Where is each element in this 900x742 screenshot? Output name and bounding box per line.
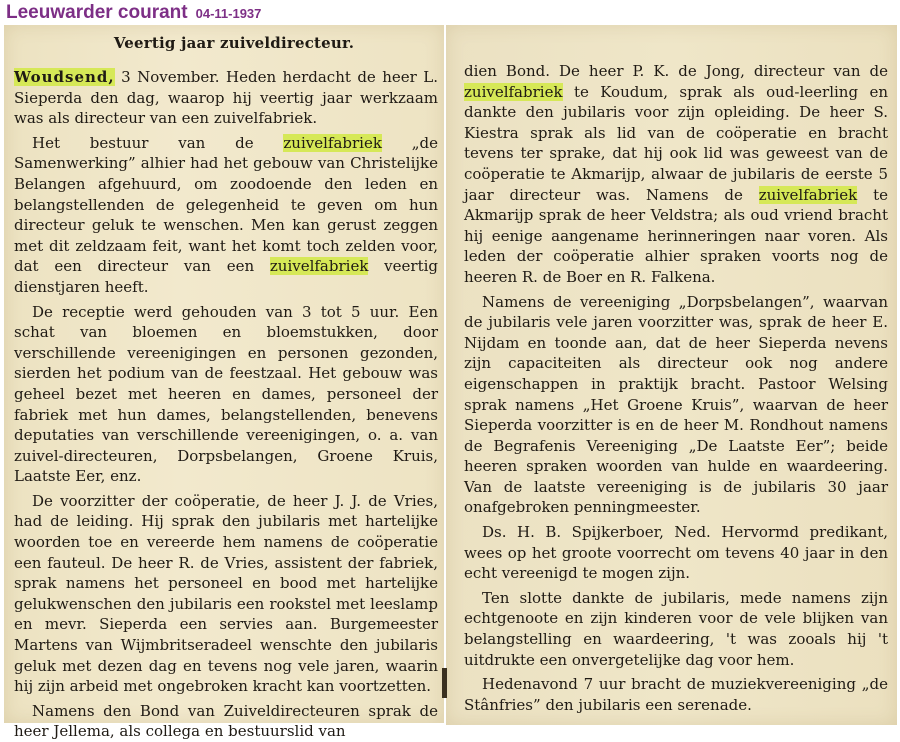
article-paragraph <box>14 302 438 487</box>
text-run: dien Bond. De heer P. K. de Jong, directeur van de <box>464 62 888 80</box>
article-paragraph <box>464 588 888 670</box>
text-run: „de Samenwerking” alhier had het gebouw van Christelijke Belangen afgehuurd, om zoodoende den leden en belangstellenden de gelegenheid te geven om hun directeur geluk te wenschen. Men kan gerust zeggen met dit zeldzaam feit, want het komt toch zelden voor, dat een directeur van een <box>14 133 438 276</box>
column-rule-mark <box>442 668 447 698</box>
text-run: Hedenavond 7 uur bracht de muziekvereeniging „de Stânfries” den jubilaris een serenade. <box>464 675 888 714</box>
article-paragraph <box>464 61 888 288</box>
article-paragraph <box>14 701 438 742</box>
clipping-right-column <box>446 25 897 725</box>
article-paragraph <box>464 674 888 715</box>
text-run: Ds. H. B. Spijkerboer, Ned. Hervormd predikant, wees op het groote voorrecht om tevens 40 jaar in den echt vereenigd te mogen zijn. <box>464 523 888 583</box>
text-run: De voorzitter der coöperatie, de heer J. J. de Vries, had de leiding. Hij sprak den jubilaris met hartelijke woorden toe en vereerde hem namens de coöperatie een fauteul. De heer R. de Vries, assistent der fabriek, sprak namens het personeel en bood met hartelijke gelukwenschen den jubilaris een rookstel met leeslamp en mevr. Sieperda een servies aan. Burgemeester Martens van Wijmbritseradeel wenschte den jubilaris geluk met dezen dag en tevens nog vele jaren, waarin hij zijn arbeid met ongebroken kracht kan voortzetten. <box>14 491 438 696</box>
publication-date: 04-11-1937 <box>195 6 262 21</box>
newspaper-name: Leeuwarder courant <box>6 2 188 23</box>
article-paragraph <box>14 133 438 298</box>
article-paragraph <box>464 522 888 584</box>
highlighted-term: zuivelfabriek <box>283 133 382 152</box>
article-headline: Veertig jaar zuiveldirecteur. <box>113 34 355 52</box>
text-run: te Koudum, sprak als oud-leerling en dankte den jubilaris voor zijn opleiding. De heer S. Kiestra sprak als lid van de coöperatie en bracht tevens ter sprake, dat hij ook lid was geweest van de coöperatie te Akmarijp, alwaar de jubilaris de eerste 5 jaar directeur was. Namens de <box>464 82 888 204</box>
text-run: Ten slotte dankte de jubilaris, mede namens zijn echtgenoote en zijn kinderen voor de vele blijken van belangstelling en waardeering, 't was zooals hij 't uitdrukte een onvergetelijke dag voor hem. <box>464 588 888 669</box>
clipping-left-column <box>4 25 444 741</box>
text-run: Het bestuur van de <box>32 133 284 152</box>
dateline-highlight: Woudsend, <box>14 68 115 86</box>
text-run: 3 November. Heden herdacht de heer L. Sieperda den dag, waarop hij veertig jaar werkzaam was als directeur van een zuivelfabriek. <box>14 68 438 128</box>
text-run: Namens de vereeniging „Dorpsbelangen”, waarvan de jubilaris vele jaren voorzitter was, sprak de heer E. Nijdam en toonde aan, dat de heer Sieperda nevens zijn capaciteiten als directeur ook nog andere eigenschappen in praktijk bracht. Pastoor Welsing sprak namens „Het Groene Kruis”, waarvan de heer Sieperda voorzitter is en de heer M. Rondhout namens de Begrafenis Vereeniging „De Laatste Eer”; beide heeren spraken woorden van hulde en waardeering. Van de laatste vereeniging is de jubilaris 30 jaar onafgebroken penningmeester. <box>464 292 888 517</box>
text-run: veertig dienstjaren heeft. <box>14 257 439 296</box>
masthead <box>6 2 261 26</box>
article-text-right <box>464 61 888 715</box>
text-run: Namens den Bond van Zuiveldirecteuren sprak de heer Jellema, als collega en bestuurslid van <box>14 701 438 741</box>
highlighted-term: zuivelfabriek <box>464 82 563 101</box>
text-run: te Akmarijp sprak de heer Veldstra; als oud vriend bracht hij eenige aangename herinneringen naar voren. Als leden der coöperatie alhier spraken voorts nog de heeren R. de Boer en R. Falkena. <box>464 185 888 286</box>
article-paragraph <box>14 491 438 697</box>
highlighted-term: zuivelfabriek <box>758 185 858 204</box>
text-run: De receptie werd gehouden van 3 tot 5 uur. Een schat van bloemen en bloemstukken, door verschillende vereenigingen en personen gezonden, sierden het podium van de feestzaal. Het gebouw was geheel bezet met heeren en dames, personeel der fabriek met hun dames, belangstellenden, benevens deputaties van verschillende vereenigingen, o. a. van zuivel-directeuren, Dorpsbelangen, Groene Kruis, Laatste Eer, enz. <box>14 302 438 486</box>
highlighted-term: zuivelfabriek <box>269 257 369 276</box>
article-text-left <box>14 67 438 742</box>
article-paragraph <box>464 292 888 519</box>
article-paragraph <box>14 67 438 129</box>
